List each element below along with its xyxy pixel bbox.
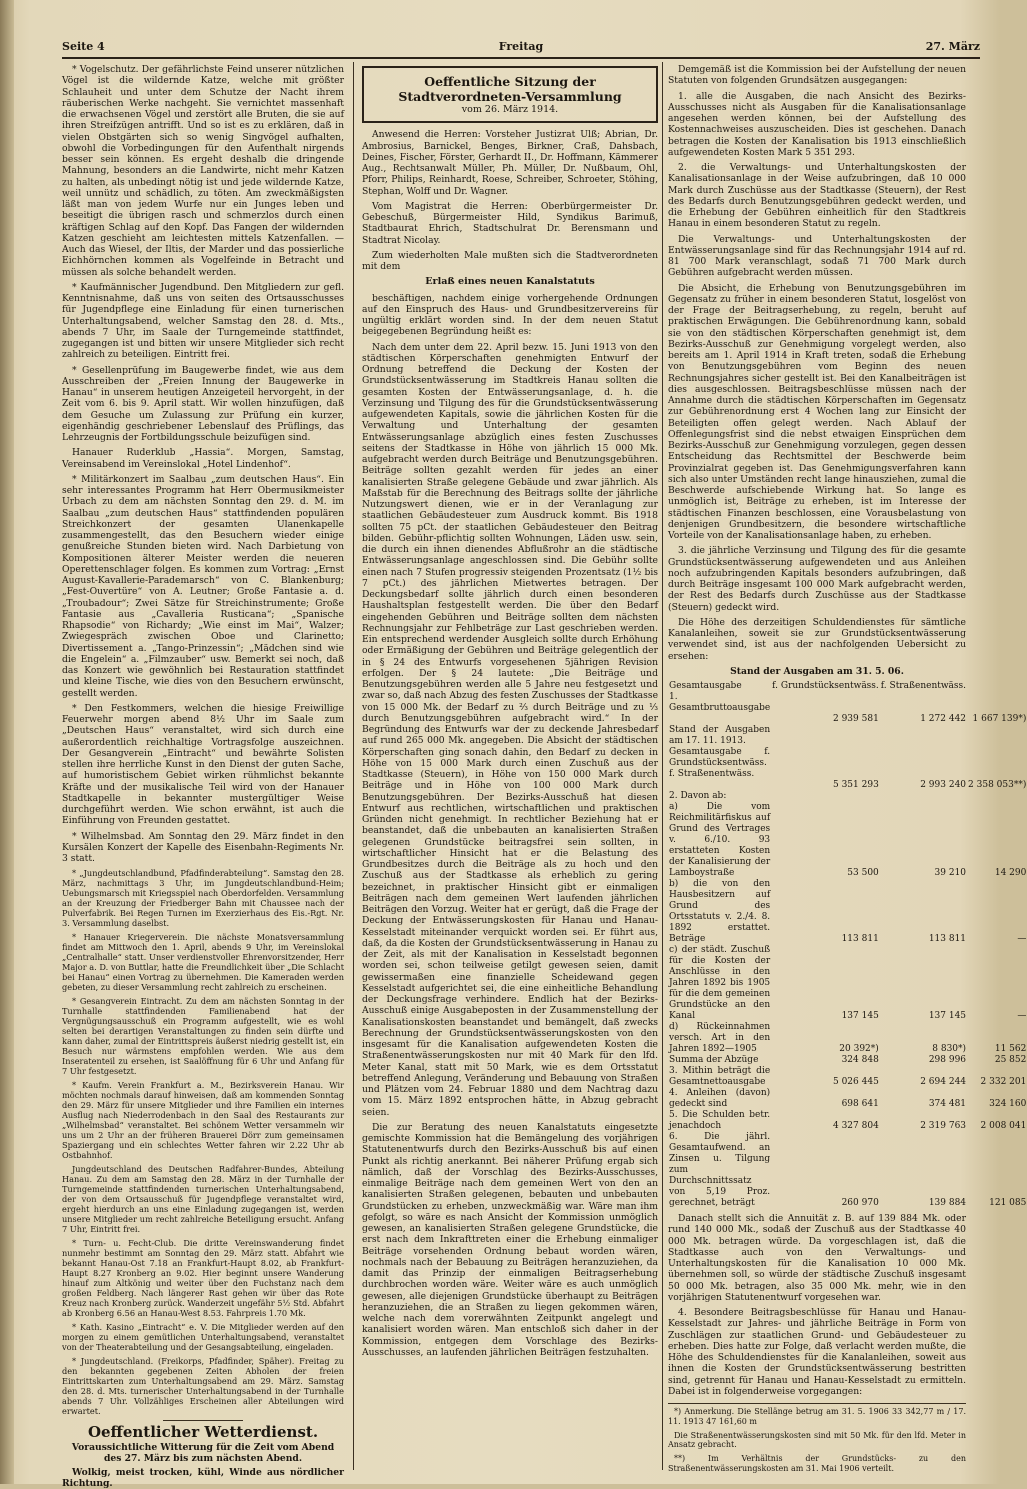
article-paragraph: Nach dem unter dem 22. April bezw. 15. Juni 1913 von den städtischen Körperschaften genehmigten Entwurf der Ordnung betreffend die Deckung der Kosten der Grundstücksentwässerung im Stadtkreis Hanau sollten die gesamten Kosten der Entwässerungsanlage, d. h. die Verzinsung und Tilgung des für die Grundstücksentwässerung aufgewendeten Kapitals, sowie die jährlichen Kosten für die Verwaltung und Unterhaltung der gesamten Entwässerungsanlage abzüglich eines festen Zuschusses seitens der Stadtkasse in Höhe von jährlich 15 000 Mk. aufgebracht werden durch Beiträge und Benutzungsgebühren. Beiträge sollten gezahlt werden für jedes an einer kanalisierten Straße gelegene Gebäude und zwar jährlich. Als Maßstab für die Berechnung des Beitrags sollte der jährliche Nutzungswert dienen, wie er in der Veranlagung zur staatlichen Gebäudesteuer zum Ausdruck kommt. Bis 1918 sollten 75 pCt. der staatlichen Gebäudesteuer den Beitrag bilden. Gebühr-pflichtig sollten Wohnungen, Läden usw. sein, die durch ein ihnen dienendes Abflußrohr an die städtische Entwässerungsanlage angeschlossen sind. Die Gebühr sollte einen nach 7 Stufen progressiv steigenden Prozentsatz (1½ bis 7 pCt.) des jährlichen Mietwertes betragen. Der Deckungsbedarf sollte jährlich durch einen besonderen Haushaltsplan festgestellt werden. Die über den Bedarf eingehenden Gebühren und Beiträge sollten dem nächsten Rechnungsjahr zur Fehlbeträge zur Last geschrieben werden. Ein entsprechend werdender Ausgleich sollte durch Erhöhung oder Ermäßigung der Gebühren und Beiträge gelegentlich der in § 24 des Entwurfs vorgesehenen 5jährigen Revision erfolgen. Der § 24 lautete: „Die Beiträge und Benutzungsgebühren werden alle 5 Jahre neu festgesetzt und zwar so, daß nach Abzug des festen Zuschusses der Stadtkasse von 15 000 Mk. der Bedarf zu ⅔ durch Beiträge und zu ⅓ durch Benutzungsgebühren aufgebracht wird.“ In der Begründung des Entwurfs war der zu deckende Jahresbedarf auf rund 265 000 Mk. angegeben. Die Absicht der städtischen Körperschaften ging sonach dahin, den Bedarf zu decken in Höhe von 15 000 Mark durch einen Zuschuß aus der Stadtkasse (Steuern), in Höhe von 150 000 Mark durch Beiträge und in Höhe von 100 000 Mark durch Benutzungsgebühren. Der Bezirks-Ausschuß hat diesen Entwurf aus rechtlichen, wirtschaftlichen und praktischen Gründen nicht genehmigt. In rechtlicher Beziehung hat er beanstandet, daß die unbebauten an kanalisierten Straßen gelegenen Grundstücke beitragsfrei sein sollten, in wirtschaftlicher Hinsicht hat er die Belastung des Grundbesitzes durch die Beiträge als zu hoch und den Zuschuß aus der Stadtkasse als erheblich zu gering bezeichnet, in praktischer Hinsicht gibt er einmaligen Beiträgen nach dem gemeinen Wert laufenden jährlichen Beiträgen den Vorzug. Weiter hat er gerügt, daß die Frage der Deckung der Entwässerungskosten für Hanau und Hanau-Kesselstadt miteinander verquickt worden sei. Er führt aus, daß, da die Kosten der Grundstücksentwässerung in Hanau zu der Zeit, als mit der Kanalisation in Kesselstadt begonnen worden sei, schon teilweise getilgt gewesen seien, damit gewissermaßen eine finanzielle Scheidewand gegen Kesselstadt aufgerichtet sei, die eine einheitliche Behandlung der Deckungsfrage verhindere. Endlich hat der Bezirks-Ausschuß einige Ausgabeposten in der Zusammenstellung der Kanalisationskosten beanstandet und bemängelt, daß zwecks Berechnung der Grundstücksentwässerungskosten von den insgesamt für die Kanalisation aufgewendeten Kosten die Straßenentwässerungskosten nur mit 40 Mark für den lfd. Meter Kanal, statt mit 50 Mark, wie es dem Ortsstatut betreffend Anlegung, Veränderung und Bebauung von Straßen und Plätzen vom 24. Februar 1880 und dem Nachtrag dazu vom 15. März 1892 entsprochen hätte, in Abzug gebracht seien. — [362, 342, 658, 1118]
article-paragraph: Danach stellt sich die Annuität z. B. auf 139 884 Mk. oder rund 140 000 Mk., sodaß der Zuschuß aus der Stadtkasse 40 000 Mk. betragen würde. Da vorgeschlagen ist, daß die Stadtkasse auch von den Verwaltungs- und Unterhaltungskosten für die Kanalisation 10 000 Mk. übernehmen soll, so würde der städtische Zuschuß insgesamt 50 000 Mk. betragen, also 35 000 Mk. mehr, wie in den vorjährigen Statutenentwurf vorgesehen war. — [668, 1213, 966, 1303]
table-row-label: 3. Mithin beträgt die Gesamtnettoausgabe — [668, 1066, 771, 1088]
weather-forecast: Wolkig, meist trocken, kühl, Winde aus nördlicher Richtung. — [62, 1467, 344, 1489]
table-row-label — [668, 714, 771, 725]
table-cell-value: — — [967, 879, 1027, 945]
table-row — [668, 1132, 1027, 1209]
table-row-label: a) Die vom Reichmilitärfiskus auf Grund des Vertrages v. 6./10. 93 erstatteten Kosten der Kanalisierung der Lamboystraße — [668, 802, 771, 879]
table-row — [668, 725, 1027, 747]
table-cell-value: 1 667 139*) — [967, 714, 1027, 725]
club-notice: Jungdeutschland des Deutschen Radfahrer-Bundes, Abteilung Hanau. Zu dem am Samstag den 28. März in der Turnhalle der Turngemeinde stattfindenden turnerischen Unterhaltungsabend, der von dem Ortsausschuß für Jugendpflege veranstaltet wird, ergeht hierdurch an uns eine Einladung zugegangen ist, werden unsere Mitglieder um recht zahlreiche Beteiligung ersucht. Anfang 7 Uhr, Eintritt frei. — [62, 1164, 344, 1234]
table-cell-value: 2 008 041 — [967, 1110, 1027, 1132]
article-paragraph: Die Höhe des derzeitigen Schuldendienstes für sämtliche Kanalanleihen, soweit sie zur Grundstücksentwässerung verwendet sind, ist aus der nachfolgenden Uebersicht zu ersehen: — [668, 617, 966, 662]
table-cell-value: 137 145 — [880, 945, 967, 1022]
table-cell-value: 2 694 244 — [880, 1066, 967, 1088]
table-cell-value — [880, 725, 967, 747]
table-cell-value: 324 160 — [967, 1088, 1027, 1110]
table-cell-value — [967, 692, 1027, 714]
table-cell-value — [880, 791, 967, 802]
table-row-label: 4. Anleihen (davon) gedeckt sind — [668, 1088, 771, 1110]
table-cell-value — [771, 791, 880, 802]
table-cell-value: 324 848 — [771, 1055, 880, 1066]
table-row — [668, 1022, 1027, 1055]
table-row — [668, 1066, 1027, 1088]
divider — [163, 1420, 243, 1421]
table-cell-value: 11 562 — [967, 1022, 1027, 1055]
article-paragraph: Anwesend die Herren: Vorsteher Justizrat Ulß; Abrian, Dr. Ambrosius, Barnickel, Benges, Birkner, Craß, Dahsbach, Deines, Fischer, Förster, Gerhardt II., Dr. Hoffmann, Kämmerer Aug., Rechtsanwalt Müller, Ph. Müller, Dr. Nußbaum, Ohl, Pforr, Philips, Reinhardt, Roese, Schreiber, Schroeter, Stöhing, Stephan, Wolff und Dr. Wagner. — [362, 129, 658, 197]
club-notice: * Hanauer Kriegerverein. Die nächste Monatsversammlung findet am Mittwoch den 1. April, abends 9 Uhr, im Vereinslokal „Centralhalle“ statt. Unser verdienstvoller Ehrenvorsitzender, Herr Major a. D. von Buttlar, hatte die Freundlichkeit über „Die Schlacht bei Hanau“ einen Vortrag zu übernehmen. Die Kameraden werden gebeten, zu dieser Versammlung recht zahlreich zu erscheinen. — [62, 932, 344, 992]
table-cell-value — [771, 692, 880, 714]
table-cell-value: 20 392*) — [771, 1022, 880, 1055]
article-paragraph: Vom Magistrat die Herren: Oberbürgermeister Dr. Gebeschuß, Bürgermeister Hild, Syndikus Barimuß, Stadtbaurat Ehrich, Stadtschulrat Dr. Berensmann und Stadtrat Nicolay. — [362, 201, 658, 246]
table-row — [668, 1055, 1027, 1066]
article-paragraph: Die Verwaltungs- und Unterhaltungskosten der Entwässerungsanlage sind für das Rechnungsjahr 1914 auf rd. 81 700 Mark veranschlagt, sodaß 71 700 Mark durch Gebühren aufgebracht werden müssen. — [668, 234, 966, 279]
article-title: Oeffentliche Sitzung der Stadtverordneten-Versammlung — [370, 74, 650, 104]
table-cell-value: 25 852 — [967, 1055, 1027, 1066]
table-row-label: Gesamtausgabe f. Grundstücksentwäss. f. Straßenentwäss. — [668, 747, 771, 780]
table-cell-value: 5 351 293 — [771, 780, 880, 791]
table-row — [668, 1088, 1027, 1110]
table-header-row — [668, 681, 1027, 692]
article-paragraph: 3. die jährliche Verzinsung und Tilgung des für die gesamte Grundstücksentwässerung aufgewendeten und aus Anleihen noch aufzubringenden Kapitals besonders aufzubringen, daß durch Beiträge insgesamt 100 000 Mark aufgebracht werden, der Rest des Bedarfs durch Zuschüsse aus der Stadtkasse (Steuern) gedeckt wird. — [668, 545, 966, 613]
table-row — [668, 802, 1027, 879]
table-row-label: 2. Davon ab: — [668, 791, 771, 802]
table-col-header: f. Grundstücksentwäss. — [771, 681, 880, 692]
club-notice: * Kath. Kasino „Eintracht“ e. V. Die Mitglieder werden auf den morgen zu einem gemütlichen Unterhaltungsabend, veranstaltet von der Theaterabteilung und der Gesangsabteilung, eingeladen. — [62, 1322, 344, 1352]
table-cell-value — [771, 725, 880, 747]
weather-subtitle: Voraussichtliche Witterung für die Zeit vom Abend des 27. März bis zum nächsten Abend. — [62, 1442, 344, 1464]
club-notice: * Gesangverein Eintracht. Zu dem am nächsten Sonntag in der Turnhalle stattfindenden Familienabend hat der Vergnügungsausschuß ein Programm aufgestellt, wie es wohl selten bei derartigen Veranstaltungen zu finden sein dürfte und kann daher, zumal der Eintrittspreis äußerst niedrig gestellt ist, ein Besuch nur wärmstens empfohlen werden. Wie aus dem Inseratenteil zu ersehen, ist Saalöffnung für 6 Uhr und Anfang für 7 Uhr festgesetzt. — [62, 996, 344, 1076]
table-cell-value: 1 272 442 — [880, 714, 967, 725]
table-row — [668, 692, 1027, 714]
article-paragraph: 2. die Verwaltungs- und Unterhaltungskosten der Kanalisationsanlage in der Weise aufzubringen, daß 10 000 Mark durch Zuschüsse aus der Stadtkasse (Steuern), der Rest des Bedarfs durch Benutzungsgebühren gedeckt werden, und die Erhebung der Gebühren einheitlich für den Stadtkreis Hanau in einem besonderen Statut zu regeln. — [668, 162, 966, 230]
table-cell-value: 139 884 — [880, 1132, 967, 1209]
table-row-label: b) die von den Hausbesitzern auf Grund des Ortsstatuts v. 2./4. 8. 1892 erstattet. Beträge — [668, 879, 771, 945]
column-continuation — [668, 64, 966, 1474]
table-cell-value — [880, 692, 967, 714]
header-rule — [62, 57, 980, 59]
club-notice: * „Jungdeutschlandbund, Pfadfinderabteilung“. Samstag den 28. März, nachmittags 3 Uhr, im Jungdeutschlandbund-Heim; Uebungsmarsch mit Kriegsspiel nach Oberdorfelden. Versammlung an der Kreuzung der Friedberger Bahn mit Chaussee nach der Pulverfabrik. Bei Regen Turnen im Exerzierhaus des Eis.-Rgt. Nr. 3. Versammlung daselbst. — [62, 868, 344, 928]
table-cell-value: 137 145 — [771, 945, 880, 1022]
table-heading: Stand der Ausgaben am 31. 5. 06. — [668, 666, 966, 677]
article-paragraph: Zum wiederholten Male mußten sich die Stadtverordneten mit dem — [362, 250, 658, 273]
column-council-session — [362, 64, 658, 1474]
page-number: Seite 4 — [62, 40, 105, 53]
page-header — [62, 40, 980, 56]
table-cell-value — [967, 791, 1027, 802]
article-paragraph: beschäftigen, nachdem einige vorhergehende Ordnungen auf den Einspruch des Haus- und Grundbesitzervereins für ungültig erklärt worden sind. In der dem neuen Statut beigegebenen Begründung heißt es: — [362, 293, 658, 338]
article-paragraph: Die zur Beratung des neuen Kanalstatuts eingesetzte gemischte Kommission hat die Bemängelung des vorjährigen Statutenentwurfs durch den Bezirks-Ausschuß bis auf einen Punkt als richtig anerkannt. Bei näherer Prüfung ergab sich nämlich, daß der Vorschlag des Bezirks-Ausschusses, einmalige Beiträge nach dem gemeinen Wert von den an kanalisierten Straßen gelegenen, bebauten und unbebauten Grundstücken zu erheben, unzweckmäßig war. Wäre man ihm gefolgt, so wäre es nach Ansicht der Kommission unmöglich gewesen, an kanalisierten Straßen gelegene Grundstücke, die erst nach dem Inkrafttreten einer die Erhebung einmaliger Beiträge vorsehenden Ordnung bebaut worden wären, nochmals nach der Bebauung zu Beiträgen heranzuziehen, da damit das Prinzip der einmaligen Beitragserhebung durchbrochen worden wäre. Weiter wäre es auch unmöglich gewesen, alle diejenigen Grundstücke überhaupt zu Beiträgen heranzuziehen, die an Straßen zu liegen gekommen wären, welche nach dem vorerwähnten Zeitpunkt angelegt und kanalisiert worden wären. Man entschloß sich daher in der Kommission, entgegen dem Vorschlage des Bezirks-Ausschusses, an laufenden jährlichen Beiträgen festzuhalten. — [362, 1122, 658, 1358]
news-item: * Den Festkommers, welchen die hiesige Freiwillige Feuerwehr morgen abend 8½ Uhr im Saale zum „Deutschen Haus“ veranstaltet, wird sich durch eine außerordentlich reichhaltige Vortragsfolge auszeichnen. Der Gesangverein „Eintracht“ und bewährte Solisten stellen ihre herrliche Kunst in den Dienst der guten Sache, auf humoristischem Gebiet wirken rühmlichst bekannte Kräfte und der musikalische Teil wird von der Hanauer Stadtkapelle in bekannter mustergültiger Weise durchgeführt werden. Wie schon erwähnt, ist auch die Einführung von Freunden gestattet. — [62, 703, 344, 827]
table-cell-value: 113 811 — [880, 879, 967, 945]
column-local-news — [62, 64, 344, 1474]
table-cell-value — [967, 725, 1027, 747]
footnote: *) Anmerkung. Die Stellänge betrug am 31. 5. 1906 33 342,77 m / 17. 11. 1913 47 161,60 m — [668, 1407, 966, 1427]
page-edge-shadow — [0, 0, 14, 1484]
table-cell-value: 8 830*) — [880, 1022, 967, 1055]
table-row — [668, 879, 1027, 945]
news-item: * Gesellenprüfung im Baugewerbe findet, wie aus dem Ausschreiben der „Freien Innung der Baugewerke in Hanau“ in unserem heutigen Anzeigeteil hervorgeht, in der Zeit vom 6. bis 9. April statt. Wir wollen hinzufügen, daß dem Gesuche um Zulassung zur Prüfung ein kurzer, eigenhändig geschriebener Lebenslauf des Prüflings, das Lehrzeugnis der Fortbildungsschule beizufügen sind. — [62, 365, 344, 444]
article-date: vom 26. März 1914. — [370, 104, 650, 115]
table-cell-value: 121 085 — [967, 1132, 1027, 1209]
column-divider-1 — [353, 62, 354, 1470]
section-subheading: Erlaß eines neuen Kanalstatuts — [362, 276, 658, 287]
table-cell-value: 260 970 — [771, 1132, 880, 1209]
table-cell-value — [771, 747, 880, 780]
column-divider-2 — [662, 62, 663, 1470]
club-notice: * Jungdeutschland. (Freikorps, Pfadfinder, Späher). Freitag zu den bekannten gegebenen Zeiten Abholen der freien Eintrittskarten zum Unterhaltungsabend am 29. März. Samstag den 28. d. Mts. turnerischer Unterhaltungsabend in der Turnhalle abends 7 Uhr. Vollzähliges Erscheinen aller Abteilungen wird erwartet. — [62, 1356, 344, 1416]
table-cell-value: 5 026 445 — [771, 1066, 880, 1088]
news-item: * Kaufmännischer Jugendbund. Den Mitgliedern zur gefl. Kenntnisnahme, daß uns von seiten des Ortsausschusses für Jugendpflege eine Einladung für einen turnerischen Unterhaltungsabend, welcher Samstag den 28. d. Mts., abends 7 Uhr, im Saale der Turngemeinde stattfindet, zugegangen ist und bitten wir unsere Mitglieder sich recht zahlreich zu beteiligen. Eintritt frei. — [62, 282, 344, 361]
club-notice: * Turn- u. Fecht-Club. Die dritte Vereinswanderung findet nunmehr bestimmt am Sonntag den 29. März statt. Abfahrt wie bekannt Hanau-Ost 7.18 an Frankfurt-Haupt 8.02, ab Frankfurt-Haupt 8.27 Kronberg an 9.02. Hier beginnt unsere Wanderung hinauf zum Altkönig und weiter über den Fuchstanz nach dem großen Feldberg. Nach längerer Rast gehen wir über das Rote Kreuz nach Kronberg zurück. Wanderzeit ungefähr 5½ Std. Abfahrt ab Kronberg 6.56 an Hanau-West 8.53. Fahrpreis 1.70 Mk. — [62, 1238, 344, 1318]
footnotes — [668, 1403, 966, 1474]
article-paragraph: 1. alle die Ausgaben, die nach Ansicht des Bezirks-Ausschusses nicht als Ausgaben für die Kanalisationsanlage angesehen werden können, bei der Aufstellung des Kostennachweises auszuscheiden. Dies ist geschehen. Danach betragen die Kosten der Kanalisation bis 1913 einschließlich aufgewendeten Kosten Mark 5 351 293. — [668, 91, 966, 159]
table-row — [668, 945, 1027, 1022]
table-row — [668, 1110, 1027, 1132]
table-row — [668, 780, 1027, 791]
weather-title: Oeffentlicher Wetterdienst. — [62, 1427, 344, 1438]
table-row-label: d) Rückeinnahmen versch. Art in den Jahren 1892—1905 — [668, 1022, 771, 1055]
table-cell-value: 2 939 581 — [771, 714, 880, 725]
table-cell-value: 14 290 — [967, 802, 1027, 879]
table-cell-value: 2 358 053**) — [967, 780, 1027, 791]
table-cell-value: 2 993 240 — [880, 780, 967, 791]
news-item: Hanauer Ruderklub „Hassia“. Morgen, Samstag, Vereinsabend im Vereinslokal „Hotel Lindenhof“. — [62, 447, 344, 470]
table-col-header: f. Straßenentwäss. — [880, 681, 967, 692]
table-row — [668, 747, 1027, 780]
table-cell-value: 698 641 — [771, 1088, 880, 1110]
table-row-label — [668, 780, 771, 791]
table-cell-value — [880, 747, 967, 780]
footnote: Die Straßenentwässerungskosten sind mit 50 Mk. für den lfd. Meter in Ansatz gebracht. — [668, 1431, 966, 1451]
club-notice: * Kaufm. Verein Frankfurt a. M., Bezirksverein Hanau. Wir möchten nochmals darauf hinweisen, daß am kommenden Sonntag den 29. März für unsere Mitglieder und ihre Familien ein internes Ausflug nach Niederrodenbach in den Saal des Restaurants zur „Wilhelmsbad“ veranstaltet. Bei schönem Wetter versammeln wir uns um 2 Uhr an der früheren Brauerei Dörr zum gemeinsamen Spaziergang und ein schlechtes Wetter fahren wir 2.22 Uhr ab Ostbahnhof. — [62, 1080, 344, 1160]
table-cell-value: 113 811 — [771, 879, 880, 945]
table-row-label: 1. Gesamtbruttoausgabe — [668, 692, 771, 714]
date: 27. März — [926, 40, 980, 53]
table-row — [668, 791, 1027, 802]
footnote: **) Im Verhältnis der Grundstücks- zu den Straßenentwässerungskosten am 31. Mai 1906 verteilt. — [668, 1454, 966, 1474]
news-item: * Vogelschutz. Der gefährlichste Feind unserer nützlichen Vögel ist die wildernde Katze, welche mit größter Schlauheit und unter dem Schutze der Nacht ihrem räuberischen Werke nachgeht. Sie vernichtet massenhaft die erwachsenen Vögel und zerstört alle Bruten, die sie auf ihren Streifzügen antrifft. Und so ist es zu erklären, daß in vielen Obstgärten sich so wenig Singvögel aufhalten, obwohl die Vorbedingungen für den Aufenthalt nirgends besser sein können. Es ergeht deshalb die dringende Mahnung, besonders an die Landwirte, nicht mehr Katzen zu halten, als unbedingt nötig ist und jede wildernde Katze, weil unnütz und schädlich, zu töten. Am zweckmäßigsten läßt man von jedem Wurfe nur ein Junges leben und beseitigt die übrigen rasch und schmerzlos durch einen kräftigen Schlag auf den Kopf. Das Fangen der wildernden Katzen geschieht am leichtesten mittels Katzenfallen. — Auch das Wiesel, der Iltis, der Marder und das possierliche Eichhörnchen kommen als Vogelfeinde in Betracht und müssen als solche behandelt werden. — [62, 64, 344, 278]
table-row — [668, 714, 1027, 725]
weekday: Freitag — [62, 40, 980, 53]
table-cell-value: 298 996 — [880, 1055, 967, 1066]
article-paragraph: Die Absicht, die Erhebung von Benutzungsgebühren im Gegensatz zu früher in einem besonderen Statut, losgelöst von der Frage der Beitragserhebung, zu regeln, beruht auf praktischen Erwägungen. Die Gebührenordnung kann, sobald sie von den städtischen Körperschaften genehmigt ist, dem Bezirks-Ausschuß zur Genehmigung vorgelegt werden, also bereits am 1. April 1914 in Kraft treten, sodaß die Erhebung von Benutzungsgebühren vom Beginn des neuen Rechnungsjahres sicher gestellt ist. Bei den Kanalbeiträgen ist dies ausgeschlossen. Beitragsbeschlüsse müssen nach der Annahme durch die städtischen Körperschaften im Gegensatz zur Gebührenordnung erst 4 Wochen lang zur Einsicht der Beteiligten offen gelegt werden. Nach Ablauf der Offenlegungsfrist sind die nebst etwaigen Einsprüchen dem Bezirks-Ausschuß zur Genehmigung vorzulegen, gegen dessen Entscheidung das Rechtsmittel der Beschwerde beim Provinzialrat gegeben ist. Das Genehmigungsverfahren kann sich also unter Umständen recht lange hinausziehen, zumal die Beschwerde aufschiebende Wirkung hat. So lange es unmöglich ist, Beiträge zu erheben, ist im Interesse der städtischen Finanzen beschlossen, eine Vorausbelastung von denjenigen Grundbesitzern, die besondere wirtschaftliche Vorteile von der Kanalisationsanlage haben, zu erheben. — [668, 283, 966, 542]
news-item: * Wilhelmsbad. Am Sonntag den 29. März findet in den Kursälen Konzert der Kapelle des Eisenbahn-Regiments Nr. 3 statt. — [62, 831, 344, 865]
expense-table — [668, 681, 1027, 1209]
table-row-label: 5. Die Schulden betr. jenachdoch — [668, 1110, 771, 1132]
table-cell-value — [967, 747, 1027, 780]
article-title-box — [362, 66, 658, 123]
table-cell-value: — — [967, 945, 1027, 1022]
table-cell-value: 374 481 — [880, 1088, 967, 1110]
table-row-label: 6. Die jährl. Gesamtaufwend. an Zinsen u. Tilgung zum Durchschnittssatz von 5,19 Proz. gerechnet, beträgt — [668, 1132, 771, 1209]
table-col-header: Gesamtausgabe — [668, 681, 771, 692]
article-paragraph: Demgemäß ist die Kommission bei der Aufstellung der neuen Statuten von folgenden Grundsätzen ausgegangen: — [668, 64, 966, 87]
article-paragraph: 4. Besondere Beitragsbeschlüsse für Hanau und Hanau-Kesselstadt zur Jahres- und jährliche Beiträge in Form von Zuschlägen zur staatlichen Grund- und Gebäudesteuer zu erheben. Dies hatte zur Folge, daß verlacht werden mußte, die Höhe des Schuldendienstes für die Kanalanleihen, soweit aus ihnen die Kosten der Grundstücksentwässerung bestritten sind, getrennt für Hanau und Hanau-Kesselstadt zu ermitteln. Dabei ist in folgenderweise vorgegangen: — [668, 1307, 966, 1397]
table-cell-value: 53 500 — [771, 802, 880, 879]
news-item: * Militärkonzert im Saalbau „zum deutschen Haus“. Ein sehr interessantes Programm hat Herr Obermusikmeister Urbach zu dem am nächsten Sonntag den 29. d. M. im Saalbau „zum deutschen Haus“ stattfindenden populären Streichkonzert der gesamten Ulanenkapelle zusammengestellt, das den Besuchern wieder einige genußreiche Stunden bieten wird. Nach Darbietung von Kompositionen älterer Meister werden die neueren Operettenschlager folgen. Es kommen zum Vortrag: „Ernst August-Kavallerie-Parademarsch“ von C. Blankenburg; „Fest-Ouvertüre“ von A. Leutner; Große Fantasie a. d. „Troubadour“; Zwei Sätze für Streichinstrumente; Große Fantasie aus „Cavalleria Rusticana“; „Spanische Rhapsodie“ von Richardy; „Wie einst im Mai“, Walzer; Zwiegespräch zwischen Oboe und Clarinetto; Divertissement a. „Tango-Prinzessin“; „Mädchen sind wie die Engelein“ a. „Filmzauber“ usw. Bemerkt sei noch, daß das Konzert wie gewöhnlich bei Restauration stattfindet und kleine Tische, wie dies von den Besuchern erwünscht, gestellt werden. — [62, 474, 344, 699]
table-row-label: c) der städt. Zuschuß für die Kosten der Anschlüsse in den Jahren 1892 bis 1905 für die dem gemeinen Grundstücke an den Kanal — [668, 945, 771, 1022]
table-row-label: Stand der Ausgaben am 17. 11. 1913. — [668, 725, 771, 747]
table-cell-value: 4 327 804 — [771, 1110, 880, 1132]
table-row-label: Summa der Abzüge — [668, 1055, 771, 1066]
table-cell-value: 39 210 — [880, 802, 967, 879]
table-cell-value: 2 319 763 — [880, 1110, 967, 1132]
table-cell-value: 2 332 201 — [967, 1066, 1027, 1088]
